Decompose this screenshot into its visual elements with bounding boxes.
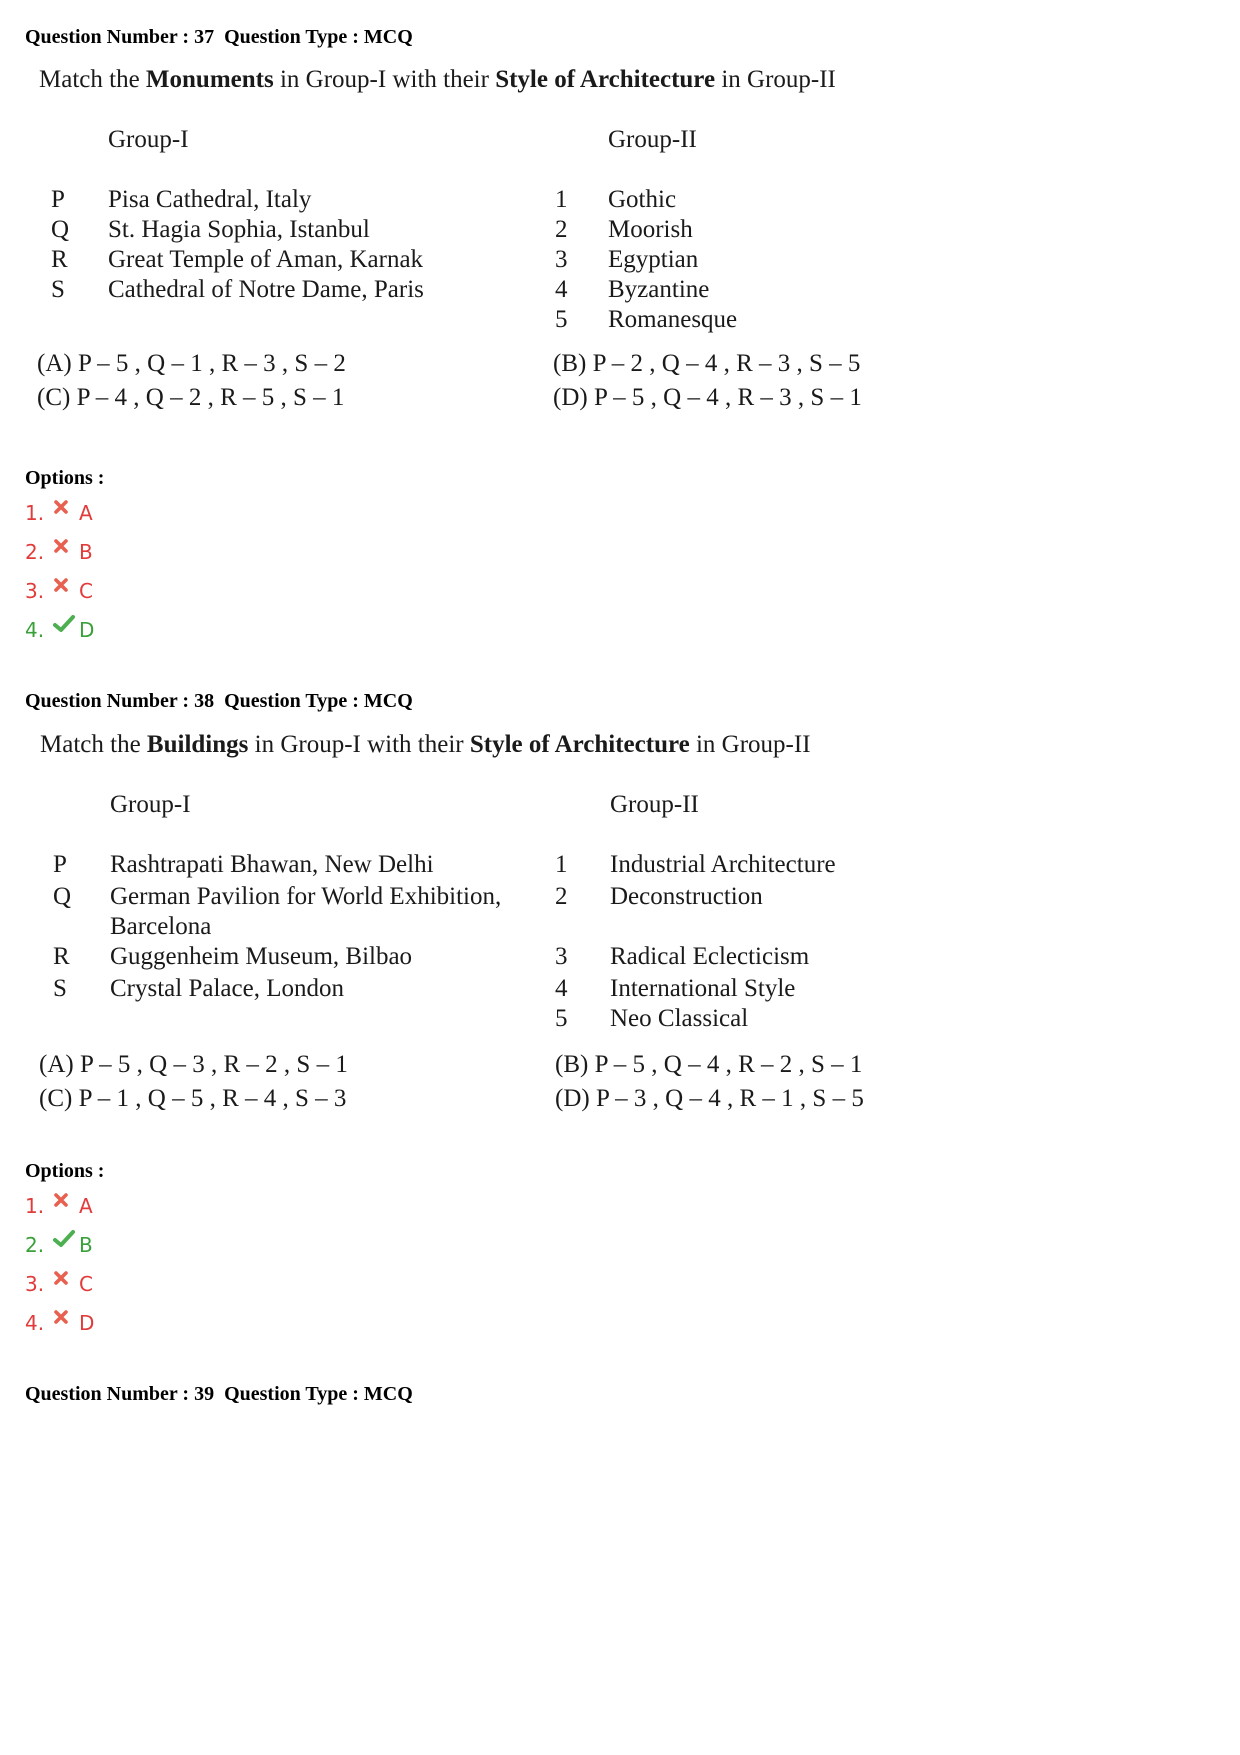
group2-key: 2 bbox=[555, 216, 568, 243]
prompt-text: in Group-II bbox=[715, 66, 836, 93]
group2-key: 2 bbox=[555, 883, 568, 910]
group1-key: S bbox=[53, 975, 67, 1002]
group1-item: Cathedral of Notre Dame, Paris bbox=[108, 276, 424, 303]
group1-item: Rashtrapati Bhawan, New Delhi bbox=[110, 851, 434, 878]
prompt-text: in Group-II bbox=[689, 731, 811, 758]
prompt-bold: Monuments bbox=[145, 66, 274, 93]
group1-key: Q bbox=[51, 216, 70, 243]
group1-key: R bbox=[51, 246, 68, 273]
option-item bbox=[25, 1191, 93, 1221]
group2-item: Deconstruction bbox=[610, 883, 763, 910]
cross-icon bbox=[53, 1270, 79, 1286]
group1-key: R bbox=[53, 943, 70, 970]
group1-title: Group-I bbox=[110, 791, 191, 818]
group2-key: 4 bbox=[555, 276, 568, 303]
cross-icon bbox=[53, 1192, 79, 1208]
option-label: A bbox=[79, 1194, 93, 1218]
question-prompt bbox=[40, 731, 811, 759]
option-number: 1. bbox=[25, 501, 45, 525]
option-item bbox=[25, 498, 93, 528]
prompt-bold: Buildings bbox=[146, 731, 249, 758]
answer-choice-d: (D) P – 5 , Q – 4 , R – 3 , S – 1 bbox=[553, 384, 862, 411]
cross-icon bbox=[53, 499, 79, 515]
option-number: 2. bbox=[25, 1233, 45, 1257]
options-label: Options : bbox=[25, 467, 105, 489]
group2-key: 1 bbox=[555, 851, 568, 878]
group2-item: Byzantine bbox=[608, 276, 710, 303]
option-label: C bbox=[79, 1272, 93, 1296]
group2-item: Gothic bbox=[608, 186, 677, 213]
option-number: 3. bbox=[25, 1272, 45, 1296]
option-number: 1. bbox=[25, 1194, 45, 1218]
group2-item: Egyptian bbox=[608, 246, 699, 273]
group2-title: Group-II bbox=[610, 791, 699, 818]
cross-icon bbox=[53, 577, 79, 593]
checkmark-icon bbox=[53, 615, 79, 633]
group1-key: Q bbox=[53, 883, 72, 910]
prompt-text: Match the bbox=[39, 66, 146, 93]
group2-item: Industrial Architecture bbox=[610, 851, 836, 878]
prompt-text: in Group-I with their bbox=[248, 731, 470, 758]
prompt-bold: Style of Architecture bbox=[469, 731, 690, 758]
group1-item-continued: Barcelona bbox=[110, 913, 212, 940]
option-number: 3. bbox=[25, 579, 45, 603]
answer-choice-a: (A) P – 5 , Q – 1 , R – 3 , S – 2 bbox=[37, 350, 346, 377]
group2-key: 4 bbox=[555, 975, 568, 1002]
group1-item: German Pavilion for World Exhibition, bbox=[110, 883, 502, 910]
group1-item: Crystal Palace, London bbox=[110, 975, 344, 1002]
group2-item: Moorish bbox=[608, 216, 693, 243]
group1-item: St. Hagia Sophia, Istanbul bbox=[108, 216, 370, 243]
prompt-text: in Group-I with their bbox=[273, 66, 496, 93]
group2-title: Group-II bbox=[608, 126, 697, 153]
group1-title: Group-I bbox=[108, 126, 189, 153]
option-label: D bbox=[79, 618, 95, 642]
option-label: C bbox=[79, 579, 93, 603]
group2-key: 1 bbox=[555, 186, 568, 213]
option-label: B bbox=[79, 540, 93, 564]
question-header: Question Number : 39 Question Type : MCQ bbox=[25, 1383, 413, 1405]
cross-icon bbox=[53, 538, 79, 554]
group2-key: 3 bbox=[555, 943, 568, 970]
prompt-bold: Style of Architecture bbox=[495, 66, 716, 93]
question-header: Question Number : 38 Question Type : MCQ bbox=[25, 690, 413, 712]
group2-item: International Style bbox=[610, 975, 796, 1002]
answer-choice-b: (B) P – 5 , Q – 4 , R – 2 , S – 1 bbox=[555, 1051, 863, 1078]
option-label: A bbox=[79, 501, 93, 525]
prompt-text: Match the bbox=[40, 731, 147, 758]
checkmark-icon bbox=[53, 1230, 79, 1248]
answer-choice-b: (B) P – 2 , Q – 4 , R – 3 , S – 5 bbox=[553, 350, 861, 377]
answer-choice-c: (C) P – 4 , Q – 2 , R – 5 , S – 1 bbox=[37, 384, 345, 411]
group1-key: P bbox=[53, 851, 67, 878]
group2-key: 5 bbox=[555, 1005, 568, 1032]
option-label: B bbox=[79, 1233, 93, 1257]
option-item bbox=[25, 1308, 94, 1338]
option-item bbox=[25, 537, 93, 567]
group2-key: 3 bbox=[555, 246, 568, 273]
question-prompt bbox=[39, 66, 836, 94]
option-item bbox=[25, 576, 93, 606]
group2-item: Romanesque bbox=[608, 306, 738, 333]
answer-choice-a: (A) P – 5 , Q – 3 , R – 2 , S – 1 bbox=[39, 1051, 348, 1078]
option-number: 4. bbox=[25, 1311, 45, 1335]
answer-choice-d: (D) P – 3 , Q – 4 , R – 1 , S – 5 bbox=[555, 1085, 864, 1112]
options-label: Options : bbox=[25, 1160, 105, 1182]
option-label: D bbox=[79, 1311, 95, 1335]
option-number: 2. bbox=[25, 540, 45, 564]
answer-choice-c: (C) P – 1 , Q – 5 , R – 4 , S – 3 bbox=[39, 1085, 347, 1112]
group1-item: Great Temple of Aman, Karnak bbox=[108, 246, 424, 273]
group1-item: Pisa Cathedral, Italy bbox=[108, 186, 312, 213]
group2-item: Neo Classical bbox=[610, 1005, 749, 1032]
group1-key: P bbox=[51, 186, 65, 213]
option-item bbox=[25, 615, 94, 645]
group2-item: Radical Eclecticism bbox=[610, 943, 810, 970]
option-number: 4. bbox=[25, 618, 45, 642]
option-item bbox=[25, 1230, 93, 1260]
group1-item: Guggenheim Museum, Bilbao bbox=[110, 943, 413, 970]
group2-key: 5 bbox=[555, 306, 568, 333]
cross-icon bbox=[53, 1309, 79, 1325]
option-item bbox=[25, 1269, 93, 1299]
question-header: Question Number : 37 Question Type : MCQ bbox=[25, 26, 413, 48]
group1-key: S bbox=[51, 276, 65, 303]
